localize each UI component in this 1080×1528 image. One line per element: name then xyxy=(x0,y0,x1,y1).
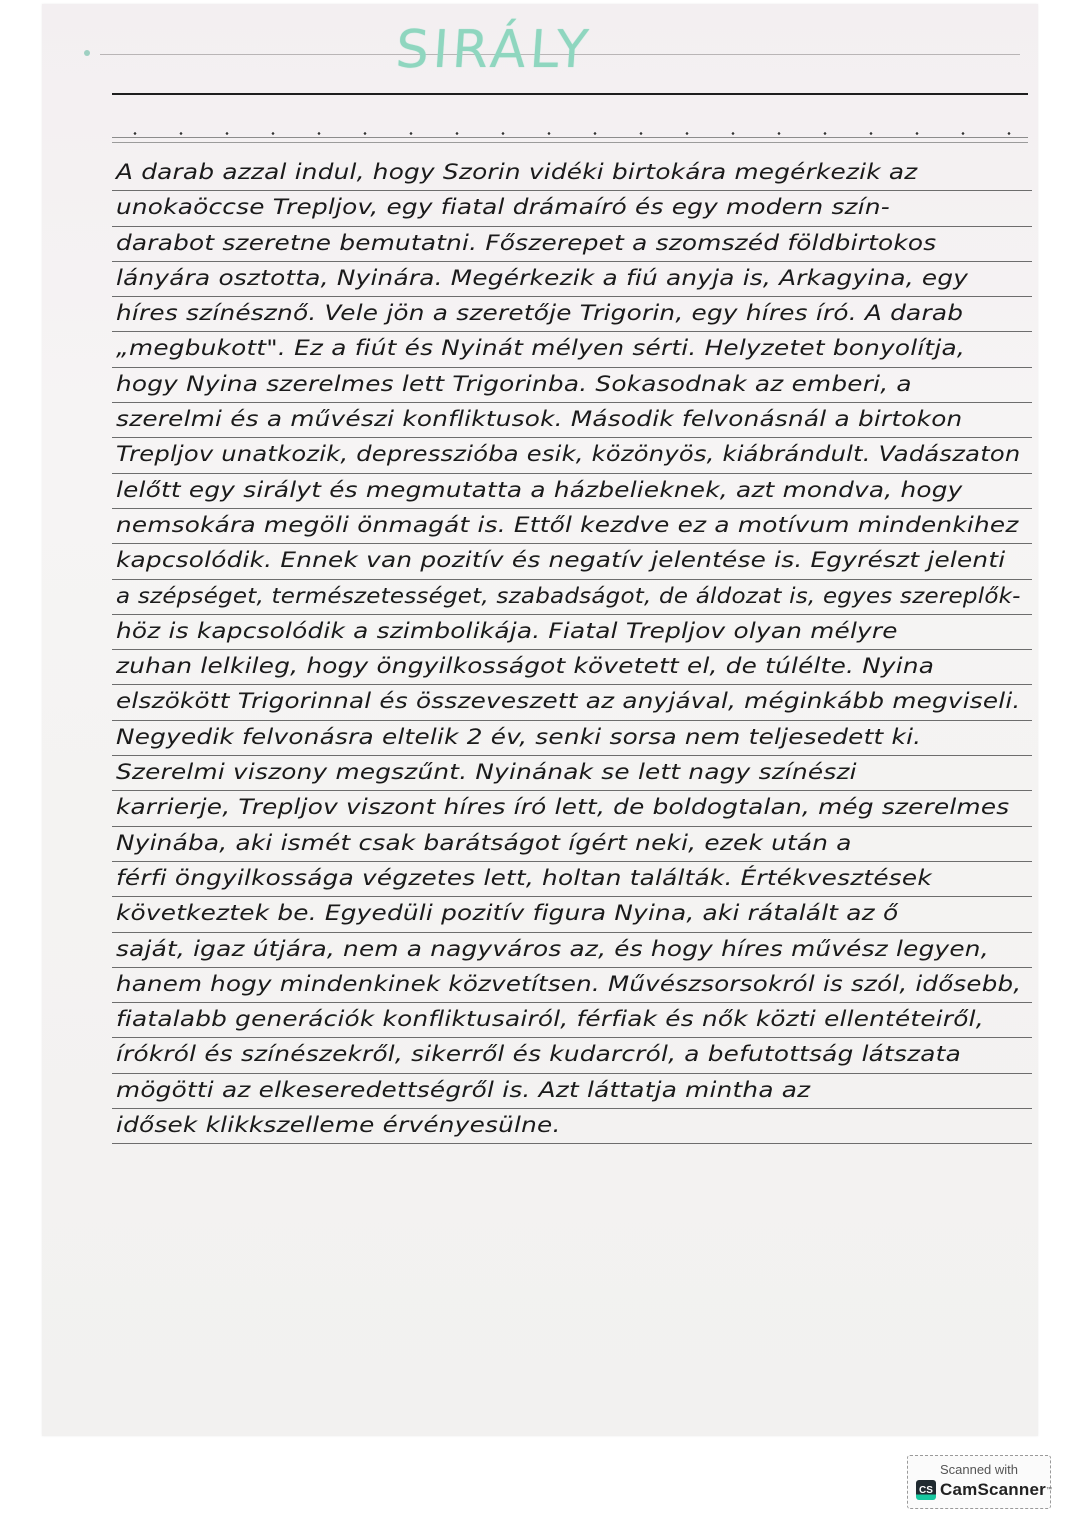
text-line: darabot szeretne bemutatni. Főszerepet a szomszéd földbirtokos xyxy=(112,227,1032,262)
text-line: hanem hogy mindenkinek közvetítsen. Művészsorsokról is szól, idősebb, xyxy=(112,968,1032,1003)
watermark-caption: Scanned with xyxy=(939,1462,1019,1477)
watermark-brand-row xyxy=(916,1480,1052,1500)
text-line: hogy Nyina szerelmes lett Trigorinba. Sokasodnak az emberi, a xyxy=(112,368,1032,403)
text-line: zuhan lelkileg, hogy öngyilkosságot követett el, de túlélte. Nyina xyxy=(112,650,1032,685)
trademark-mark: ™ xyxy=(1045,1487,1052,1493)
text-line: idősek klikkszelleme érvényesülne. xyxy=(112,1109,1032,1144)
text-line: fiatalabb generációk konfliktusairól, férfiak és nők közti ellentéteiről, xyxy=(112,1003,1032,1038)
text-line: szerelmi és a művészi konfliktusok. Második felvonásnál a birtokon xyxy=(112,403,1032,438)
text-line: Negyedik felvonásra eltelik 2 év, senki sorsa nem teljesedett ki. xyxy=(112,721,1032,756)
text-line: híres színésznő. Vele jön a szeretője Trigorin, egy híres író. A darab xyxy=(112,297,1032,332)
text-line: saját, igaz útjára, nem a nagyváros az, és hogy híres művész legyen, xyxy=(112,933,1032,968)
camscanner-logo-icon: CS xyxy=(916,1480,936,1500)
watermark-brand: CamScanner xyxy=(940,1480,1046,1499)
text-line: következtek be. Egyedüli pozitív figura Nyina, aki rátalált az ő xyxy=(112,897,1032,932)
text-line: unokaöccse Trepljov, egy fiatal drámaíró és egy modern szín- xyxy=(112,191,1032,226)
text-line: nemsokára megöli önmagát is. Ettől kezdve ez a motívum mindenkihez xyxy=(112,509,1032,544)
text-line: lányára osztotta, Nyinára. Megérkezik a fiú anyja is, Arkagyina, egy xyxy=(112,262,1032,297)
text-line: írókról és színészekről, sikerről és kudarcról, a befutottság látszata xyxy=(112,1038,1032,1073)
ink-mark xyxy=(84,50,90,56)
double-rule xyxy=(112,137,1028,143)
text-line: Szerelmi viszony megszűnt. Nyinának se lett nagy színészi xyxy=(112,756,1032,791)
title-underline xyxy=(112,93,1028,95)
page-title: SIRÁLY xyxy=(393,20,594,80)
text-line: Trepljov unatkozik, depresszióba esik, közönyös, kiábrándult. Vadászaton xyxy=(112,438,1032,473)
text-line: a szépséget, természetességet, szabadságot, de áldozat is, egyes szereplők- xyxy=(112,580,1032,615)
notebook-page xyxy=(42,4,1038,1436)
text-line: Nyinába, aki ismét csak barátságot ígért neki, ezek után a xyxy=(112,827,1032,862)
text-line: „megbukott". Ez a fiút és Nyinát mélyen sérti. Helyzetet bonyolítja, xyxy=(112,332,1032,367)
camscanner-watermark xyxy=(907,1455,1051,1509)
text-line: A darab azzal indul, hogy Szorin vidéki birtokára megérkezik az xyxy=(112,156,1032,191)
text-line: lelőtt egy sirályt és megmutatta a házbelieknek, azt mondva, hogy xyxy=(112,474,1032,509)
text-line: kapcsolódik. Ennek van pozitív és negatív jelentése is. Egyrészt jelenti xyxy=(112,544,1032,579)
dotted-rule-dots xyxy=(112,132,1028,135)
text-line: elszökött Trigorinnal és összeveszett az anyjával, méginkább megviseli. xyxy=(112,685,1032,720)
handwritten-text-body xyxy=(112,156,1032,1144)
text-line: mögötti az elkeseredettségről is. Azt láttatja mintha az xyxy=(112,1074,1032,1109)
text-line: férfi öngyilkossága végzetes lett, holtan találták. Értékvesztések xyxy=(112,862,1032,897)
text-line: karrierje, Trepljov viszont híres író lett, de boldogtalan, még szerelmes xyxy=(112,791,1032,826)
text-line: höz is kapcsolódik a szimbolikája. Fiatal Trepljov olyan mélyre xyxy=(112,615,1032,650)
